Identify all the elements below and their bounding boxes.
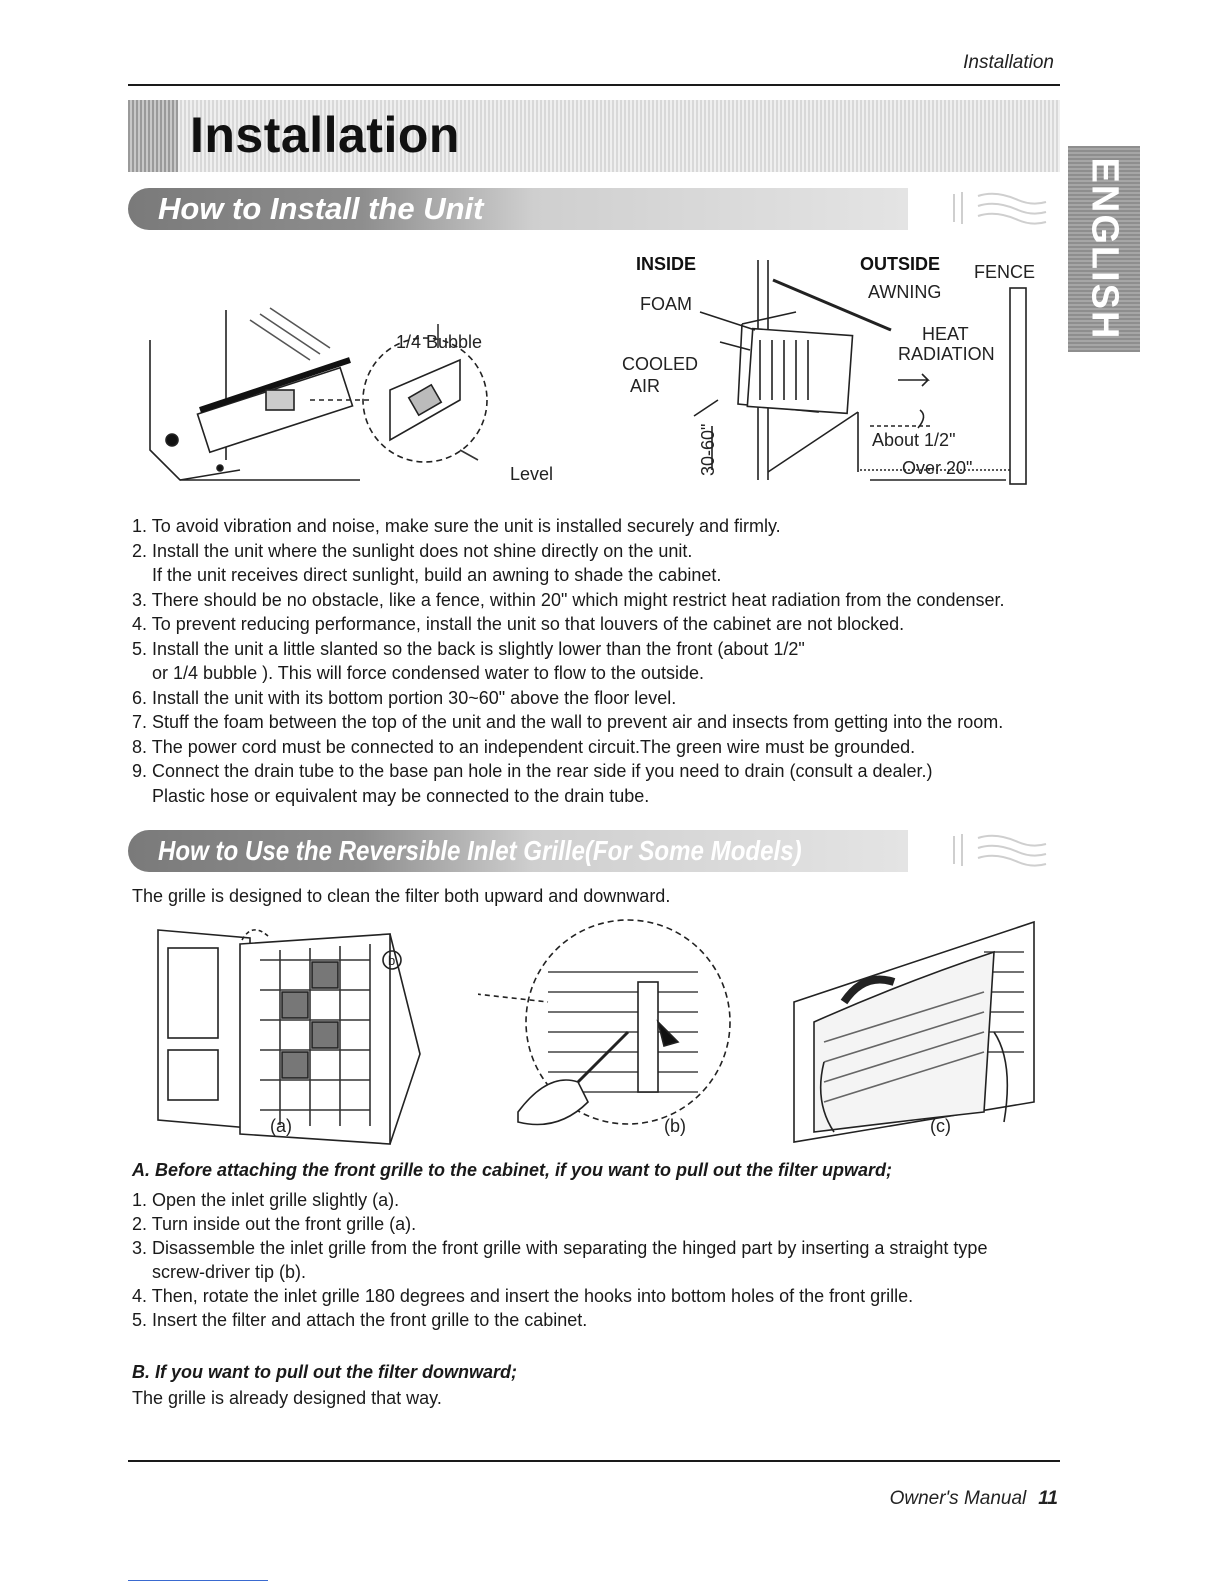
page-title: Installation (190, 107, 460, 163)
step-text: Open the inlet grille slightly (a). (152, 1190, 400, 1210)
step-number: 4. (132, 614, 148, 634)
step-item (132, 539, 1072, 564)
decorative-air-icon (944, 186, 1054, 230)
air-label: AIR (630, 376, 661, 396)
step-item (132, 759, 1072, 784)
figure-a-label: (a) (270, 1116, 292, 1136)
step-text: Turn inside out the front grille (a). (151, 1214, 417, 1234)
step-number: 9. (132, 761, 148, 781)
page-footer (890, 1488, 1058, 1510)
step-number: 4. (132, 1286, 148, 1306)
step-item (132, 1236, 1072, 1260)
title-banner (128, 100, 1060, 172)
running-header: Installation (963, 52, 1054, 73)
step-text: The power cord must be connected to an independent circuit.The green wire must be grounded. (151, 736, 916, 757)
step-item (132, 661, 1072, 686)
step-number: 5. (132, 638, 148, 659)
section-heading-install (128, 188, 908, 230)
foam-label: FOAM (640, 294, 692, 314)
step-item (132, 686, 1072, 711)
step-text: Connect the drain tube to the base pan hole in the rear side if you need to drain (consult a dealer.) (152, 761, 933, 781)
install-steps (132, 514, 1072, 808)
header-rule (128, 84, 1060, 86)
step-text: Stuff the foam between the top of the unit and the wall to prevent air and insects from getting into the room. (152, 712, 1004, 732)
decorative-air-icon (944, 828, 1054, 872)
footer-rule (128, 1460, 1060, 1462)
step-text: If the unit receives direct sunlight, build an awning to shade the cabinet. (152, 565, 722, 585)
step-number: 3. (132, 1238, 148, 1258)
language-tab-label: ENGLISH (1083, 157, 1126, 341)
grille-intro: The grille is designed to clean the filter both upward and downward. (132, 886, 671, 906)
level-bubble-figure (140, 240, 580, 500)
section-heading-install-text: How to Install the Unit (158, 191, 484, 226)
level-label: Level (510, 464, 554, 484)
step-item (132, 514, 1072, 539)
height-label: 30-60" (698, 423, 718, 476)
step-item (132, 612, 1072, 637)
radiation-label: RADIATION (898, 344, 995, 364)
step-number: 8. (132, 736, 148, 757)
title-banner-bar (128, 100, 178, 172)
callout-b: b (388, 953, 396, 968)
subsection-a-steps (132, 1188, 1072, 1332)
step-number: 2. (132, 1214, 148, 1234)
step-text: There should be no obstacle, like a fence, within 20" which might restrict heat radiation from the condenser. (151, 589, 1005, 610)
grille-figure-b (478, 912, 738, 1148)
step-number: 5. (132, 1310, 148, 1330)
cooled-label: COOLED (622, 354, 699, 374)
window-installation-figure (600, 240, 1050, 500)
section-heading-grille (128, 830, 908, 872)
heat-label: HEAT (922, 324, 969, 344)
step-number: 1. (132, 1190, 148, 1210)
step-text: Then, rotate the inlet grille 180 degrees and insert the hooks into bottom holes of the front grille. (151, 1286, 914, 1306)
grille-figure-c (784, 912, 1054, 1148)
inside-label: INSIDE (636, 254, 697, 274)
subsection-a-title: A. Before attaching the front grille to the cabinet, if you want to pull out the filter upward; (132, 1160, 893, 1180)
step-item (132, 710, 1072, 735)
step-number: 3. (132, 589, 148, 610)
subsection-b-text: The grille is already designed that way. (132, 1388, 442, 1408)
step-item (132, 735, 1072, 760)
bubble-label: 1/4 Bubble (396, 332, 483, 352)
figure-c-label: (c) (930, 1116, 951, 1136)
step-item (132, 1260, 1072, 1284)
step-item (132, 784, 1072, 809)
figure-b-label: (b) (664, 1116, 686, 1136)
step-number: 2. (132, 540, 148, 561)
about-label: About 1/2" (872, 430, 956, 450)
bottom-link-underline (128, 1580, 268, 1581)
subsection-b-title: B. If you want to pull out the filter downward; (132, 1362, 517, 1382)
grille-figure-a (150, 920, 450, 1148)
step-text: To avoid vibration and noise, make sure the unit is installed securely and firmly. (151, 516, 781, 536)
step-text: or 1/4 bubble ). This will force condensed water to flow to the outside. (152, 663, 704, 683)
step-item (132, 563, 1072, 588)
step-number: 6. (132, 687, 148, 708)
step-item (132, 1212, 1072, 1236)
awning-label: AWNING (868, 282, 942, 302)
step-text: To prevent reducing performance, install the unit so that louvers of the cabinet are not blocked. (151, 614, 905, 634)
step-text: Install the unit with its bottom portion 30~60" above the floor level. (152, 687, 677, 708)
step-item (132, 1188, 1072, 1212)
step-number: 7. (132, 712, 148, 732)
step-text: Install the unit a little slanted so the back is slightly lower than the front (about 1/2" (152, 638, 805, 659)
language-tab (1068, 146, 1140, 352)
step-text: screw-driver tip (b). (152, 1262, 307, 1282)
over-label: Over 20" (902, 458, 973, 478)
step-text: Insert the filter and attach the front grille to the cabinet. (152, 1310, 588, 1330)
step-item (132, 1284, 1072, 1308)
footer-manual-label: Owner's Manual (889, 1488, 1027, 1509)
step-text: Plastic hose or equivalent may be connected to the drain tube. (152, 785, 650, 806)
step-text: Disassemble the inlet grille from the front grille with separating the hinged part by inserting a straight type (152, 1238, 988, 1258)
step-item (132, 637, 1072, 662)
page-number: 11 (1038, 1488, 1058, 1509)
step-text: Install the unit where the sunlight does not shine directly on the unit. (152, 540, 693, 561)
step-item (132, 1308, 1072, 1332)
outside-label: OUTSIDE (860, 254, 941, 274)
section-heading-grille-text: How to Use the Reversible Inlet Grille(For Some Models) (158, 835, 802, 866)
step-number: 1. (132, 516, 148, 536)
fence-label: FENCE (974, 262, 1036, 282)
step-item (132, 588, 1072, 613)
